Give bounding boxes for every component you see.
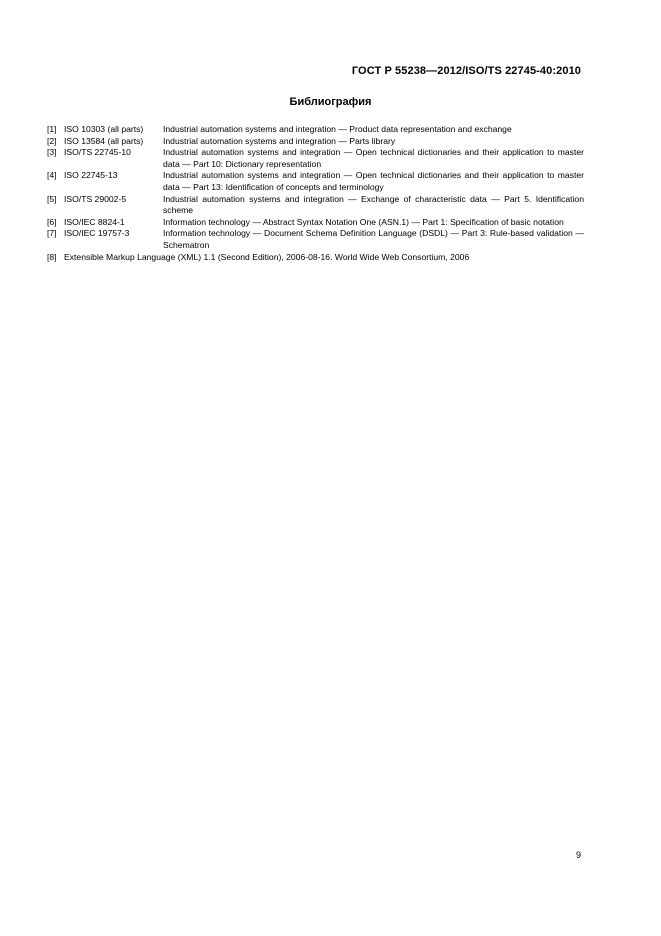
entry-text: Information technology — Abstract Syntax Notation One (ASN.1) — Part 1: Specification of basic notation: [163, 216, 564, 227]
entry-code: ISO/IEC 19757-3: [64, 228, 130, 239]
entry-code: ISO/TS 29002-5: [64, 193, 127, 204]
bibliography-entry: [47, 136, 584, 148]
entry-code: ISO 10303 (all parts): [64, 124, 144, 134]
entry-code: ISO/TS 22745-10: [64, 147, 131, 158]
entry-number: [6]: [47, 216, 57, 227]
bibliography-entry: [47, 217, 584, 229]
bibliography-entry: [47, 228, 584, 251]
entry-code: ISO 22745-13: [64, 170, 118, 181]
page-number: 9: [575, 850, 581, 860]
entry-text: Industrial automation systems and integration — Exchange of characteristic data — Part 5. Identification scheme: [163, 193, 584, 216]
entry-number: [5]: [47, 193, 57, 204]
entry-number: [1]: [47, 124, 57, 134]
bibliography-entry: [47, 147, 584, 170]
entry-number: [2]: [47, 135, 57, 146]
bibliography-title: Библиография: [289, 96, 372, 108]
entry-number: [8]: [47, 251, 57, 262]
bibliography-entry: [47, 194, 584, 217]
entry-text: Industrial automation systems and integration — Open technical dictionaries and their application to master data — Part 13: Identification of concepts and terminology: [163, 170, 584, 192]
standard-designation: ГОСТ Р 55238—2012/ISO/TS 22745-40:2010: [351, 65, 581, 77]
entry-text: Information technology — Document Schema Definition Language (DSDL) — Part 3: Rule-based validation — Schematron: [163, 228, 584, 250]
entry-code: ISO 13584 (all parts): [64, 135, 144, 146]
entry-text: Extensible Markup Language (XML) 1.1 (Second Edition), 2006-08-16. World Wide Web Consortium, 2006: [64, 251, 470, 262]
entry-number: [4]: [47, 170, 57, 181]
entry-text: Industrial automation systems and integration — Parts library: [163, 135, 396, 146]
entry-number: [3]: [47, 147, 57, 158]
bibliography-entry: [47, 252, 584, 264]
entry-text: Industrial automation systems and integration — Product data representation and exchange: [163, 124, 512, 134]
bibliography-entry: [47, 170, 584, 193]
bibliography-list: [47, 124, 584, 263]
entry-text: Industrial automation systems and integration — Open technical dictionaries and their application to master data — Part 10: Dictionary representation: [163, 147, 584, 169]
entry-number: [7]: [47, 228, 57, 239]
bibliography-entry: [47, 124, 584, 136]
entry-code: ISO/IEC 8824-1: [64, 216, 125, 227]
